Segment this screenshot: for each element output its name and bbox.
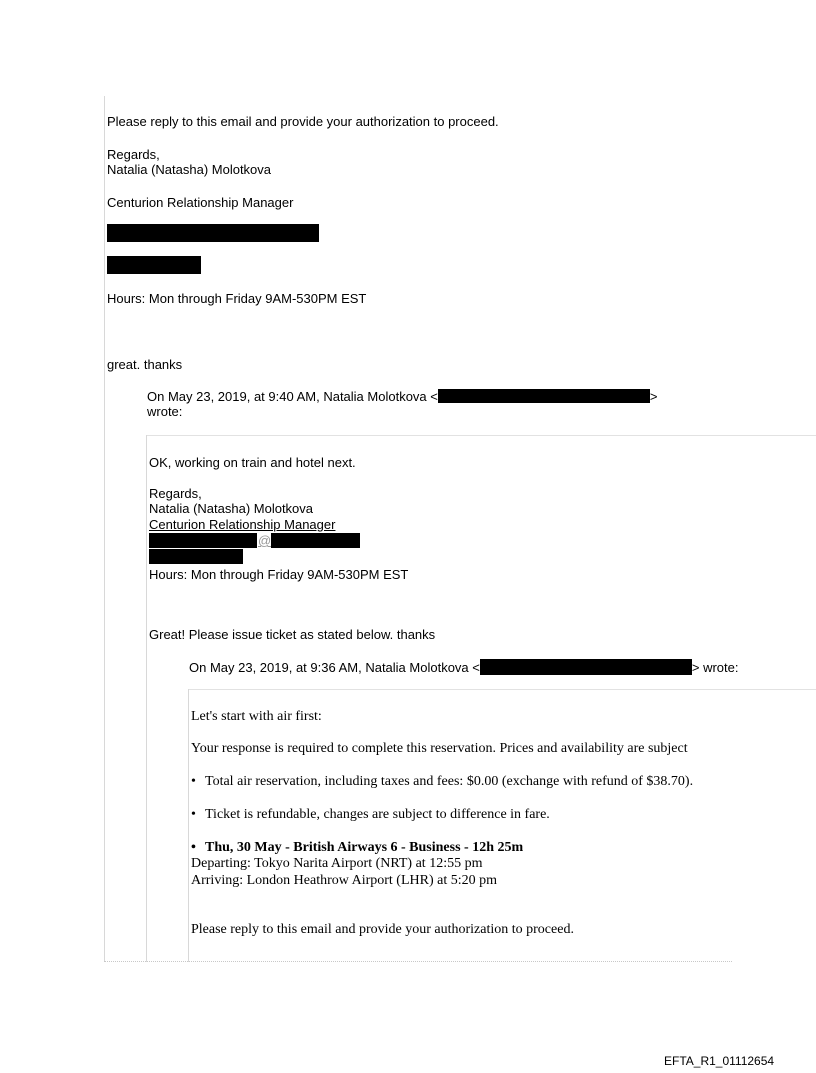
quoted-text: OK, working on train and hotel next. (149, 455, 356, 470)
redaction-block (149, 549, 243, 564)
bullet-icon: • (191, 840, 196, 855)
quote-border-level-1 (146, 435, 147, 962)
bullet-total-text: Total air reservation, including taxes and fees: $0.00 (exchange with refund of $38.70). (205, 774, 694, 789)
sender-name: Natalia (Natasha) Molotkova (149, 501, 314, 516)
redaction-block (271, 533, 360, 548)
outer-quote-border (104, 96, 105, 962)
sender-title: Centurion Relationship Manager (107, 195, 294, 210)
bullet-refundable-text: Ticket is refundable, changes are subject to difference in fare. (205, 807, 550, 822)
quote-header (189, 659, 738, 675)
regards-text: Regards, (107, 147, 160, 162)
sender-name: Natalia (Natasha) Molotkova (107, 162, 272, 177)
redaction-block (107, 224, 319, 242)
reply-text: Great! Please issue ticket as stated below. thanks (149, 627, 436, 642)
reply-text: great. thanks (107, 357, 183, 372)
quote-border-level-2 (188, 689, 189, 962)
quote-header-suffix: > (649, 389, 658, 404)
reply-request-text: Please reply to this email and provide your authorization to proceed. (107, 114, 499, 129)
quote-header-suffix: > wrote: (691, 660, 739, 675)
quote-bottom-border (104, 961, 732, 962)
reply-request-text: Please reply to this email and provide your authorization to proceed. (191, 922, 574, 937)
regards-text: Regards, (149, 486, 202, 501)
quote-divider (189, 689, 816, 690)
bullet-total (191, 774, 693, 789)
redaction-block (480, 659, 692, 675)
quote-header-wrote: wrote: (147, 404, 183, 419)
email-at-sign: @ (258, 533, 272, 548)
quote-header-prefix: On May 23, 2019, at 9:40 AM, Natalia Molotkova < (147, 389, 438, 404)
hours-text: Hours: Mon through Friday 9AM-530PM EST (149, 567, 409, 582)
flight-title (191, 840, 523, 855)
required-text: Your response is required to complete this reservation. Prices and availability are subject (191, 741, 688, 756)
hours-text: Hours: Mon through Friday 9AM-530PM EST (107, 291, 367, 306)
flight-title-text: Thu, 30 May - British Airways 6 - Business - 12h 25m (205, 840, 524, 855)
sender-title: Centurion Relationship Manager (149, 517, 336, 532)
redaction-block (107, 256, 201, 274)
intro-text: Let's start with air first: (191, 709, 322, 724)
document-id: EFTA_R1_01112654 (664, 1054, 775, 1068)
arriving-text: Arriving: London Heathrow Airport (LHR) at 5:20 pm (191, 873, 498, 888)
quote-divider (147, 435, 816, 436)
redaction-block (438, 389, 650, 403)
bullet-icon: • (191, 807, 196, 822)
bullet-refundable (191, 807, 550, 822)
departing-text: Departing: Tokyo Narita Airport (NRT) at 12:55 pm (191, 856, 483, 871)
quote-header (147, 389, 657, 404)
quote-header-prefix: On May 23, 2019, at 9:36 AM, Natalia Molotkova < (189, 660, 480, 675)
redaction-block (149, 533, 257, 548)
bullet-icon: • (191, 774, 196, 789)
